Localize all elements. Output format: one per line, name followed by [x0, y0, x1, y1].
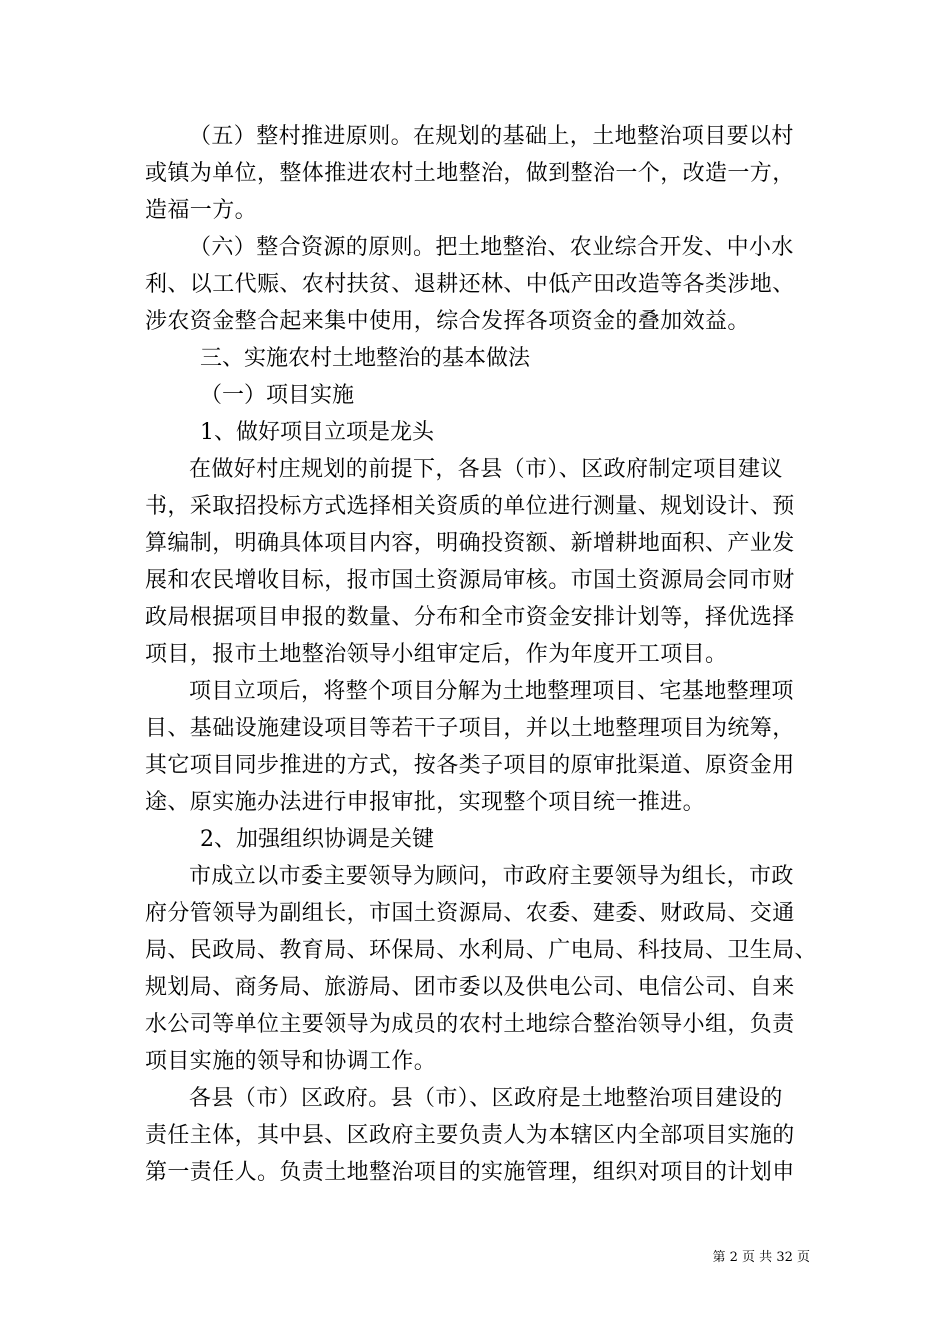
text-line: 目、基础设施建设项目等若干子项目，并以土地整理项目为统筹，	[145, 716, 795, 741]
text-line: 算编制，明确具体项目内容，明确投资额、新增耕地面积、产业发	[145, 531, 795, 556]
text-line: 造福一方。	[145, 198, 258, 223]
text-line: 项目立项后，将整个项目分解为土地整理项目、宅基地整理项	[189, 679, 794, 704]
text-line: 局、民政局、教育局、环保局、水利局、广电局、科技局、卫生局、	[145, 938, 818, 963]
document-body	[145, 118, 818, 1191]
text-line: （六）整合资源的原则。把土地整治、农业综合开发、中小水	[189, 235, 794, 260]
text-line: 项目实施的领导和协调工作。	[145, 1049, 437, 1074]
text-line: 府分管领导为副组长，市国土资源局、农委、建委、财政局、交通	[145, 901, 795, 926]
text-line: 规划局、商务局、旅游局、团市委以及供电公司、电信公司、自来	[145, 975, 795, 1000]
text-line: 其它项目同步推进的方式，按各类子项目的原审批渠道、原资金用	[145, 753, 795, 778]
paragraph-project-proposal	[145, 451, 810, 673]
text-line: 各县（市）区政府。县（市）、区政府是土地整治项目建设的	[189, 1086, 783, 1111]
text-line: 途、原实施办法进行申报审批，实现整个项目统一推进。	[145, 790, 706, 815]
paragraph-principle-6	[145, 229, 810, 340]
paragraph-leading-group	[145, 858, 818, 1080]
text-line: 展和农民增收目标，报市国土资源局审核。市国土资源局会同市财	[145, 568, 795, 593]
text-line: 或镇为单位，整体推进农村土地整治，做到整治一个，改造一方，	[145, 161, 795, 186]
paragraph-project-breakdown	[145, 673, 810, 821]
text-line: 水公司等单位主要领导为成员的农村土地综合整治领导小组，负责	[145, 1012, 795, 1037]
text-line: 书，采取招投标方式选择相关资质的单位进行测量、规划设计、预	[145, 494, 795, 519]
page-number-footer: 第 2 页 共 32 页	[712, 1250, 810, 1265]
text-line: 涉农资金整合起来集中使用，综合发挥各项资金的叠加效益。	[145, 309, 750, 334]
text-line: 责任主体，其中县、区政府主要负责人为本辖区内全部项目实施的	[145, 1123, 795, 1148]
text-line: （五）整村推进原则。在规划的基础上，土地整治项目要以村	[189, 124, 794, 149]
paragraph-principle-5	[145, 118, 810, 229]
text-line: 利、以工代赈、农村扶贫、退耕还林、中低产田改造等各类涉地、	[145, 272, 795, 297]
text-line: 项目，报市土地整治领导小组审定后，作为年度开工项目。	[145, 642, 728, 667]
item-heading-1: 1、做好项目立项是龙头	[200, 420, 434, 445]
section-heading-3: 三、实施农村土地整治的基本做法	[200, 346, 531, 371]
text-line: 第一责任人。负责土地整治项目的实施管理，组织对项目的计划申	[145, 1160, 795, 1185]
subsection-heading-project-implementation: （一）项目实施	[200, 383, 355, 408]
text-line: 政局根据项目申报的数量、分布和全市资金安排计划等，择优选择	[145, 605, 795, 630]
text-line: 市成立以市委主要领导为顾问，市政府主要领导为组长，市政	[189, 864, 794, 889]
text-line: 在做好村庄规划的前提下，各县（市）、区政府制定项目建议	[189, 457, 783, 482]
paragraph-county-government	[145, 1080, 810, 1191]
item-heading-2: 2、加强组织协调是关键	[200, 827, 434, 852]
